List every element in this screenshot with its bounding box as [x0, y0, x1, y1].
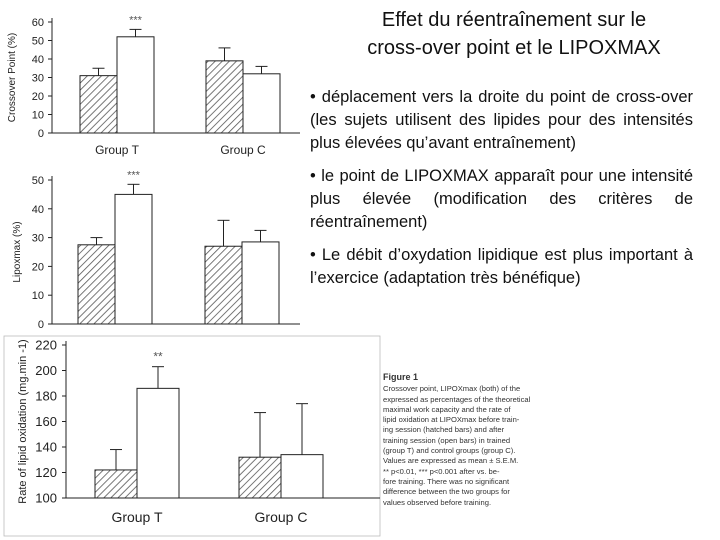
slide-title	[318, 6, 710, 62]
chart1-category-label: Group T	[95, 143, 139, 157]
chart3-y-tick-label: 100	[35, 490, 57, 506]
chart3-y-tick-label: 180	[35, 388, 57, 404]
chart2-y-tick-label: 40	[31, 203, 44, 216]
figure-caption-line: lipid oxidation at LIPOXmax before train-	[383, 415, 520, 425]
figure-caption-line: difference between the two groups for	[383, 487, 510, 497]
figure-caption-line: training session (open bars) in trained	[383, 435, 511, 445]
chart1-y-axis-label: Crossover Point (%)	[7, 32, 18, 123]
bullet-crossover: • déplacement vers la droite du point de cross-over (les sujets utilisent des lipides pour des intensités plus élevées qu’avant entraînement)	[310, 88, 693, 152]
chart3-category-label: Group C	[254, 509, 308, 525]
chart3-y-tick-label: 120	[35, 465, 57, 481]
chart3-hatched-bar	[239, 457, 281, 498]
chart3-category-label: Group T	[111, 509, 163, 525]
chart1-category-label: Group C	[220, 143, 266, 157]
chart2-open-bar	[242, 242, 279, 324]
figure-caption	[383, 372, 555, 508]
bullet-list	[310, 86, 693, 300]
figure-caption-line: (group T) and control groups (group C).	[383, 446, 516, 456]
chart2-hatched-bar	[205, 246, 242, 324]
chart1-y-tick-label: 0	[37, 127, 44, 140]
figure-caption-title: Figure 1	[383, 372, 419, 382]
chart3-hatched-bar	[95, 470, 137, 498]
chart2-y-axis-label: Lipoxmax (%)	[12, 221, 23, 283]
chart2-y-tick-label: 30	[31, 232, 44, 245]
chart1-hatched-bar	[206, 61, 243, 133]
chart1-y-tick-label: 40	[31, 53, 44, 66]
chart3-y-tick-label: 200	[35, 363, 57, 379]
figure-caption-line: Crossover point, LIPOXmax (both) of the	[383, 384, 521, 394]
chart3-y-tick-label: 140	[35, 439, 57, 455]
chart3-significance-label: **	[153, 349, 163, 364]
chart2-y-tick-label: 20	[31, 261, 44, 274]
chart3-y-tick-label: 220	[35, 337, 57, 353]
figure-caption-line: fore training. There was no significant	[383, 476, 510, 486]
chart2-y-tick-label: 50	[31, 174, 44, 187]
chart3-open-bar	[281, 455, 323, 498]
chart1-hatched-bar	[80, 76, 117, 133]
chart2-y-tick-label: 10	[31, 290, 44, 303]
chart1-y-tick-label: 10	[31, 109, 44, 122]
bullet-lipoxmax: • le point de LIPOXMAX apparaît pour une intensité plus élevée (modification des critères de réentraînement)	[310, 167, 693, 231]
chart3-frame	[4, 336, 380, 536]
figure-caption-line: Values are expressed as mean ± S.E.M.	[383, 456, 519, 466]
chart1-y-tick-label: 50	[31, 35, 44, 48]
title-line-1: Effet du réentraînement sur le	[381, 9, 647, 31]
figure-caption-line: expressed as percentages of the theoretical	[383, 394, 531, 404]
figure-caption-line: ** p<0.01, *** p<0.001 after vs. be-	[383, 466, 500, 476]
chart1-y-tick-label: 20	[31, 90, 44, 103]
chart3-y-axis-label: Rate of lipid oxidation (mg.min -1)	[17, 339, 29, 504]
chart1-open-bar	[117, 37, 154, 133]
figure-caption-line: maximal work capacity and the rate of	[383, 404, 511, 414]
chart2-y-tick-label: 0	[37, 318, 44, 331]
chart1-y-tick-label: 30	[31, 72, 44, 85]
figure-caption-line: values observed before training.	[383, 497, 492, 507]
chart3-y-tick-label: 160	[35, 414, 57, 430]
bullet-lipid-oxidation: • Le débit d’oxydation lipidique est plus important à l’exercice (adaptation très bénéfique)	[310, 246, 693, 287]
figure-caption-line: ing session (hatched bars) and after	[383, 425, 505, 435]
chart2-open-bar	[115, 194, 152, 324]
chart3-open-bar	[137, 388, 179, 498]
chart2-hatched-bar	[78, 245, 115, 324]
chart1-y-tick-label: 60	[31, 16, 44, 29]
chart2-significance-label: ***	[127, 169, 140, 182]
chart1-open-bar	[243, 74, 280, 133]
chart1-significance-label: ***	[129, 14, 142, 27]
title-line-2: cross-over point et le LIPOXMAX	[367, 37, 661, 59]
